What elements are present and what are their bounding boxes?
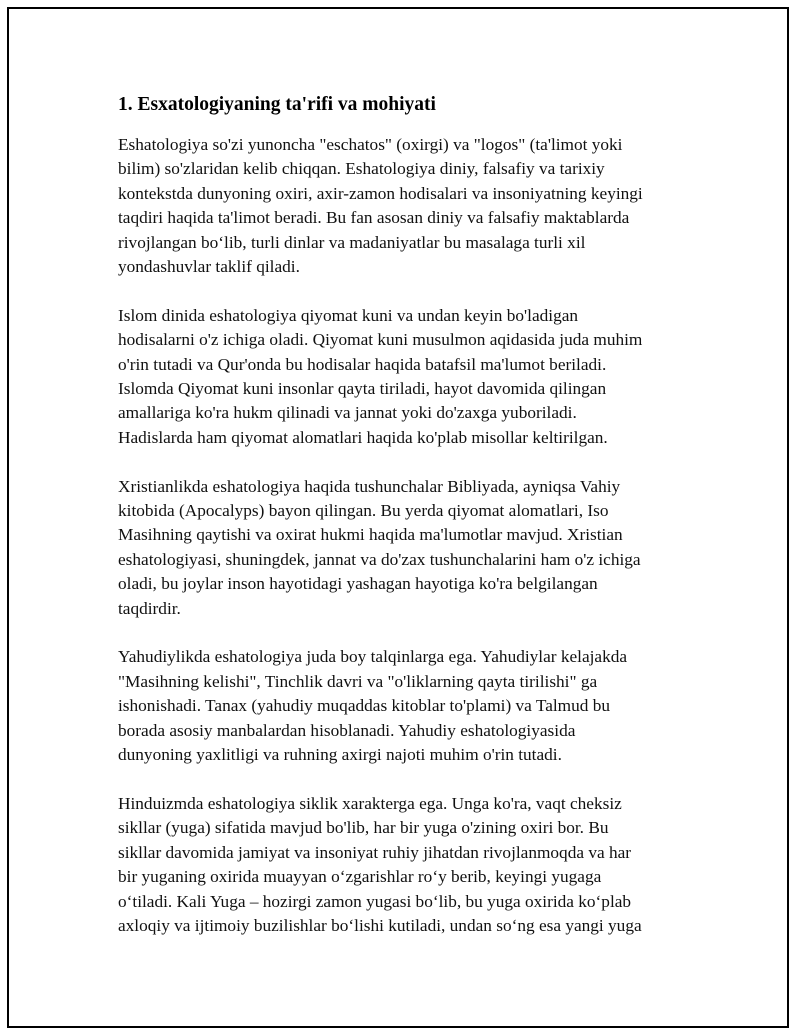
text-line: Hinduizmda eshatologiya siklik xarakterga ega. Unga ko'ra, vaqt cheksiz	[118, 793, 622, 813]
text-line: Hadislarda ham qiyomat alomatlari haqida ko'plab misollar keltirilgan.	[118, 427, 608, 447]
text-line: bir yuganing oxirida muayyan o‘zgarishlar ro‘y berib, keyingi yugaga	[118, 867, 602, 887]
text-line: sikllar davomida jamiyat va insoniyat ruhiy jihatdan rivojlanmoqda va har	[118, 842, 632, 862]
text-line: yondashuvlar taklif qiladi.	[118, 257, 300, 277]
text-line: bilim) so'zlaridan kelib chiqqan. Eshatologiya diniy, falsafiy va tarixiy	[118, 159, 605, 179]
text-line: Eshatologiya so'zi yunoncha "eschatos" (oxirgi) va "logos" (ta'limot yoki	[118, 135, 623, 154]
text-line: ishonishadi. Tanax (yahudiy muqaddas kitoblar to'plami) va Talmud bu	[118, 696, 611, 716]
text-line: Yahudiylikda eshatologiya juda boy talqinlarga ega. Yahudiylar kelajakda	[118, 647, 628, 667]
text-line: oladi, bu joylar inson hayotidagi yashagan hayotiga ko'ra belgilangan	[118, 574, 598, 594]
text-line: sikllar (yuga) sifatida mavjud bo'lib, har bir yuga o'zining oxiri bor. Bu	[118, 818, 609, 838]
text-line: borada asosiy manbalardan hisoblanadi. Yahudiy eshatologiyasida	[118, 720, 576, 740]
paragraph-definition	[118, 133, 690, 279]
text-line: Islom dinida eshatologiya qiyomat kuni va undan keyin bo'ladigan	[118, 305, 579, 325]
paragraph-islam	[118, 304, 690, 450]
text-line: kontekstda dunyoning oxiri, axir-zamon hodisalari va insoniyatning keyingi	[118, 183, 643, 203]
text-line: dunyoning yaxlitligi va ruhning axirgi najoti muhim o'rin tutadi.	[118, 745, 562, 765]
document-body	[118, 88, 690, 963]
text-line: kitobida (Apocalyps) bayon qilingan. Bu yerda qiyomat alomatlari, Iso	[118, 501, 609, 521]
text-line: Islomda Qiyomat kuni insonlar qayta tiriladi, hayot davomida qilingan	[118, 379, 607, 399]
section-heading: 1. Esxatologiyaning ta'rifi va mohiyati	[118, 94, 436, 115]
text-line: hodisalarni o'z ichiga oladi. Qiyomat kuni musulmon aqidasida juda muhim	[118, 330, 643, 350]
paragraph-judaism	[118, 645, 690, 767]
text-line: eshatologiyasi, shuningdek, jannat va do'zax tushunchalarini ham o'z ichiga	[118, 549, 641, 569]
paragraph-christianity	[118, 475, 690, 621]
text-line: rivojlangan bo‘lib, turli dinlar va madaniyatlar bu masalaga turli xil	[118, 232, 586, 252]
text-line: o'rin tutadi va Qur'onda bu hodisalar haqida batafsil ma'lumot beriladi.	[118, 354, 607, 374]
text-line: "Masihning kelishi", Tinchlik davri va "o'liklarning qayta tirilishi" ga	[118, 671, 598, 691]
text-line: taqdirdir.	[118, 598, 181, 618]
paragraph-hinduism	[118, 792, 690, 938]
text-line: taqdiri haqida ta'limot beradi. Bu fan asosan diniy va falsafiy maktablarda	[118, 208, 630, 228]
text-line: axloqiy va ijtimoiy buzilishlar bo‘lishi kutiladi, undan so‘ng esa yangi yuga	[118, 915, 642, 935]
text-line: amallariga ko'ra hukm qilinadi va jannat yoki do'zaxga yuboriladi.	[118, 403, 577, 423]
text-line: o‘tiladi. Kali Yuga – hozirgi zamon yugasi bo‘lib, bu yuga oxirida ko‘plab	[118, 891, 632, 911]
text-line: Masihning qaytishi va oxirat hukmi haqida ma'lumotlar mavjud. Xristian	[118, 525, 623, 545]
text-line: Xristianlikda eshatologiya haqida tushunchalar Bibliyada, ayniqsa Vahiy	[118, 476, 621, 496]
